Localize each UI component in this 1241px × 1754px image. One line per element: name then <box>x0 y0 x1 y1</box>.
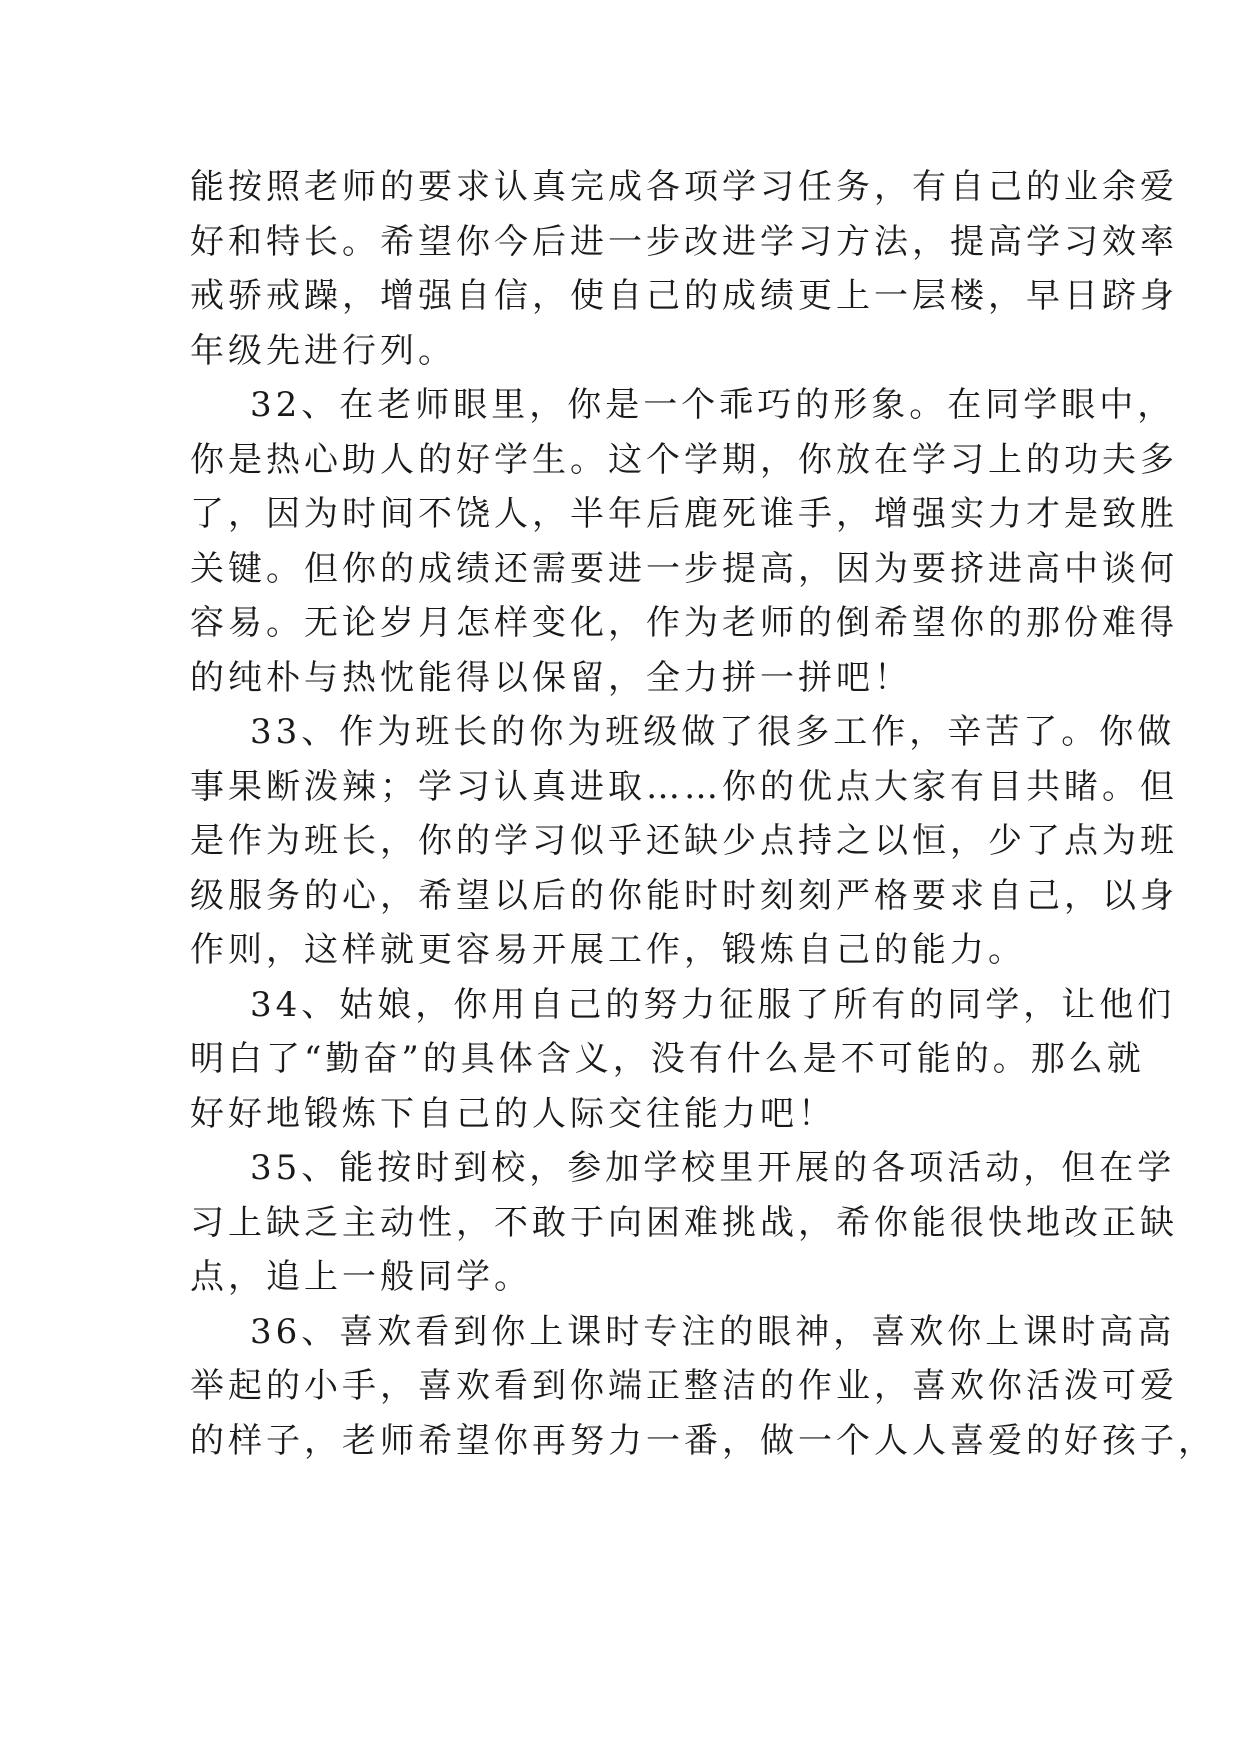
text-line: 好好地锻炼下自己的人际交往能力吧！ <box>190 1093 836 1134</box>
text-line: 的纯朴与热忱能得以保留，全力拼一拼吧！ <box>190 657 912 698</box>
text-line: 好和特长。希望你今后进一步改进学习方法，提高学习效率 <box>190 221 1178 262</box>
text-line: 明白了“勤奋”的具体含义，没有什么是不可能的。那么就 <box>190 1039 1145 1079</box>
text-line: 事果断泼辣；学习认真进取……你的优点大家有目共睹。但 <box>190 766 1178 807</box>
document-body <box>190 160 1216 1468</box>
text-line: 年级先进行列。 <box>190 330 456 371</box>
text-line: 容易。无论岁月怎样变化，作为老师的倒希望你的那份难得 <box>190 603 1178 643</box>
paragraph-first-line: 33、作为班长的你为班级做了很多工作，辛苦了。你做 <box>250 712 1176 752</box>
text-line: 了，因为时间不饶人，半年后鹿死谁手，增强实力才是致胜 <box>190 494 1178 534</box>
paragraph-first-line: 32、在老师眼里，你是一个乖巧的形象。在同学眼中， <box>250 385 1176 425</box>
text-line: 的样子，老师希望你再努力一番，做一个人人喜爱的好孩子， <box>190 1420 1216 1461</box>
text-line: 戒骄戒躁，增强自信，使自己的成绩更上一层楼，早日跻身 <box>190 276 1178 316</box>
text-line: 能按照老师的要求认真完成各项学习任务，有自己的业余爱 <box>190 167 1178 207</box>
text-line: 点，追上一般同学。 <box>190 1257 532 1297</box>
paragraph-first-line: 35、能按时到校，参加学校里开展的各项活动，但在学 <box>250 1148 1176 1188</box>
text-line: 是作为班长，你的学习似乎还缺少点持之以恒，少了点为班 <box>190 821 1178 861</box>
text-line: 作则，这样就更容易开展工作，锻炼自己的能力。 <box>190 930 1026 970</box>
text-line: 你是热心助人的好学生。这个学期，你放在学习上的功夫多 <box>190 439 1178 480</box>
paragraph-first-line: 36、喜欢看到你上课时专注的眼神，喜欢你上课时高高 <box>250 1311 1176 1352</box>
text-line: 习上缺乏主动性，不敢于向困难挑战，希你能很快地改正缺 <box>190 1202 1178 1243</box>
text-line: 举起的小手，喜欢看到你端正整洁的作业，喜欢你活泼可爱 <box>190 1366 1178 1406</box>
paragraph-first-line: 34、姑娘，你用自己的努力征服了所有的同学，让他们 <box>250 984 1176 1025</box>
text-line: 关键。但你的成绩还需要进一步提高，因为要挤进高中谈何 <box>190 548 1178 589</box>
text-line: 级服务的心，希望以后的你能时时刻刻严格要求自己，以身 <box>190 875 1178 916</box>
